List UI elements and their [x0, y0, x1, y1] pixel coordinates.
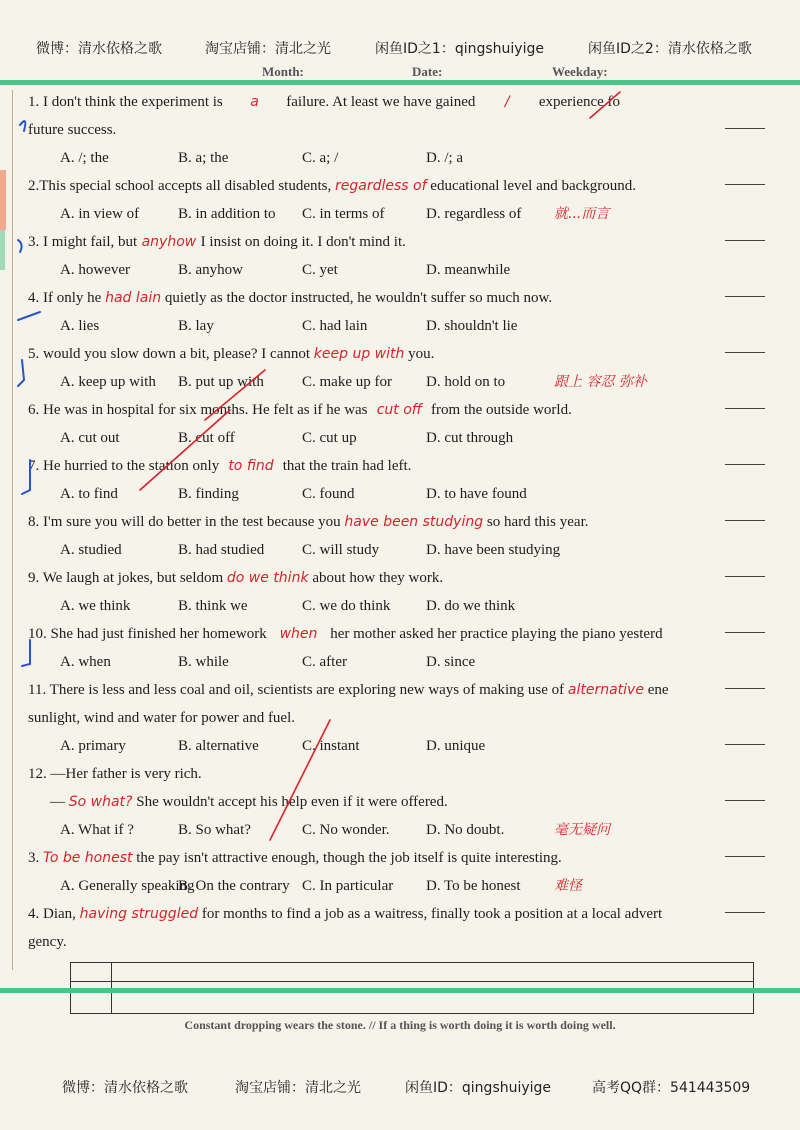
meta-date: Date: — [412, 64, 443, 79]
answer-option: B. cut off — [178, 430, 235, 446]
question-text: future success. — [28, 122, 117, 138]
answer-option: A. studied — [60, 542, 122, 558]
answer-option: B. had studied — [178, 542, 265, 558]
answer-option: D. to have found — [426, 486, 527, 502]
answer-option: C. No wonder. — [302, 822, 390, 838]
question-line — [28, 760, 738, 788]
question-line — [28, 508, 738, 536]
sticky-tab-orange — [0, 170, 6, 230]
answer-option: C. make up for — [302, 374, 392, 390]
ruled-line-stub — [725, 632, 765, 633]
handwritten-note: 跟上 容忍 弥补 — [554, 374, 647, 390]
exercise-sheet — [28, 88, 738, 956]
tick-mark-1 — [20, 121, 25, 131]
option-row — [28, 424, 738, 452]
question-line — [28, 704, 738, 732]
tick-mark-5 — [18, 360, 24, 386]
question-text: 4. If only he — [28, 290, 106, 306]
handwritten-answer: So what? — [69, 788, 133, 816]
ruled-line-stub — [725, 856, 765, 857]
answer-option: D. shouldn't lie — [426, 318, 518, 334]
answer-option: A. cut out — [60, 430, 120, 446]
answer-option: C. a; / — [302, 150, 339, 166]
question-text: sunlight, wind and water for power and fuel. — [28, 710, 296, 726]
question-text: 10. She had just finished her homework — [28, 626, 271, 642]
handwritten-answer: had lain — [105, 284, 161, 312]
ruled-line-stub — [725, 352, 765, 353]
answer-option: C. we do think — [302, 598, 391, 614]
question-text: 3. I might fail, but — [28, 234, 141, 250]
question-text: 2.This special school accepts all disabled students, — [28, 178, 336, 194]
answer-option: A. /; the — [60, 150, 109, 166]
handwritten-answer: To be honest — [43, 844, 133, 872]
meta-month: Month: — [262, 64, 304, 79]
question-line — [28, 172, 738, 200]
question-line — [28, 844, 738, 872]
question-line — [28, 676, 738, 704]
answer-option: B. in addition to — [178, 206, 276, 222]
handwritten-answer: when — [270, 620, 326, 648]
question-line — [28, 900, 738, 928]
option-row — [28, 872, 738, 900]
answer-option: A. to find — [60, 486, 118, 502]
answer-option: C. instant — [302, 738, 360, 754]
question-text: 5. would you slow down a bit, please? I cannot — [28, 346, 314, 362]
answer-option: D. regardless of — [426, 206, 522, 222]
question-text: about how they work. — [308, 570, 444, 586]
handwritten-answer: keep up with — [314, 340, 405, 368]
ruled-line-stub — [725, 128, 765, 129]
question-text: 3. — [28, 850, 43, 866]
answer-option: A. keep up with — [60, 374, 156, 390]
ruled-line-stub — [725, 464, 765, 465]
question-text: ene — [643, 682, 669, 698]
answer-option: C. cut up — [302, 430, 357, 446]
handwritten-answer: alternative — [568, 676, 644, 704]
answer-option: A. in view of — [60, 206, 140, 222]
answer-option: C. In particular — [302, 878, 394, 894]
question-line — [28, 620, 738, 648]
answer-option: B. put up with — [178, 374, 264, 390]
option-row — [28, 648, 738, 676]
option-row — [28, 592, 738, 620]
ruled-line-stub — [725, 184, 765, 185]
question-line — [28, 88, 738, 116]
handwritten-answer: have been studying — [344, 508, 483, 536]
question-text: for months to find a job as a waitress, finally took a position at a local advert — [198, 906, 663, 922]
question-text: her mother asked her practice playing the piano yesterd — [326, 626, 663, 642]
answer-option: B. lay — [178, 318, 214, 334]
motto: Constant dropping wears the stone. // If a thing is worth doing it is worth doing well. — [184, 1018, 616, 1032]
question-text: 12. —Her father is very rich. — [28, 766, 202, 782]
header-xianyu-1: 闲鱼ID之1：qingshuiyige — [375, 41, 544, 57]
ruled-line-stub — [725, 744, 765, 745]
meta-weekday: Weekday: — [552, 64, 608, 79]
answer-option: C. had lain — [302, 318, 368, 334]
option-row — [28, 732, 738, 760]
option-row — [28, 816, 738, 844]
question-text: 8. I'm sure you will do better in the test because you — [28, 514, 345, 530]
ruled-line-stub — [725, 520, 765, 521]
question-text: 4. Dian, — [28, 906, 80, 922]
footer-qq: 高考QQ群：541443509 — [592, 1080, 751, 1096]
question-line — [28, 564, 738, 592]
question-text: the pay isn't attractive enough, though the job itself is quite interesting. — [132, 850, 562, 866]
answer-option: B. a; the — [178, 150, 229, 166]
option-row — [28, 256, 738, 284]
ruled-line-stub — [725, 240, 765, 241]
answer-option: A. What if ? — [60, 822, 134, 838]
option-row — [28, 368, 738, 396]
answer-option: A. lies — [60, 318, 100, 334]
handwritten-answer: regardless of — [335, 172, 427, 200]
question-line — [28, 788, 738, 816]
header-weibo: 微博：清水依格之歌 — [36, 41, 162, 57]
answer-option: D. /; a — [426, 150, 464, 166]
answer-option: A. however — [60, 262, 130, 278]
question-text: that the train had left. — [278, 458, 412, 474]
answer-option: C. in terms of — [302, 206, 385, 222]
margin-line — [12, 90, 13, 970]
answer-option: A. primary — [60, 738, 126, 754]
answer-option: C. yet — [302, 262, 338, 278]
answer-option: D. do we think — [426, 598, 516, 614]
option-row — [28, 480, 738, 508]
answer-option: D. hold on to — [426, 374, 506, 390]
question-text: gency. — [28, 934, 67, 950]
answer-option: B. finding — [178, 486, 239, 502]
ruled-line-stub — [725, 576, 765, 577]
question-text: experience fo — [535, 94, 621, 110]
sticky-tab-green — [0, 230, 5, 270]
question-text: failure. At least we have gained — [282, 94, 480, 110]
question-text: She wouldn't accept his help even if it were offered. — [132, 794, 448, 810]
handwritten-answer: anyhow — [141, 228, 197, 256]
ruled-line-stub — [725, 800, 765, 801]
handwritten-answer: / — [479, 88, 535, 116]
bottom-green-rule — [0, 988, 800, 993]
answer-option: B. while — [178, 654, 229, 670]
option-row — [28, 200, 738, 228]
question-text: 1. I don't think the experiment is — [28, 94, 227, 110]
question-line — [28, 452, 738, 480]
question-text: quietly as the doctor instructed, he wouldn't suffer so much now. — [161, 290, 553, 306]
question-text: from the outside world. — [427, 402, 572, 418]
handwritten-answer: cut off — [371, 396, 427, 424]
answer-option: C. found — [302, 486, 355, 502]
ruled-line-stub — [725, 688, 765, 689]
question-text: — — [50, 794, 69, 810]
header-taobao: 淘宝店铺：清北之光 — [205, 41, 331, 57]
footer-weibo: 微博：清水依格之歌 — [62, 1080, 188, 1096]
answer-option: D. unique — [426, 738, 486, 754]
answer-option: B. think we — [178, 598, 248, 614]
option-row — [28, 312, 738, 340]
answer-option: A. Generally speaking — [60, 878, 195, 894]
question-line — [28, 116, 738, 144]
tick-mark-3 — [18, 240, 22, 252]
handwritten-answer: do we think — [227, 564, 309, 592]
answer-option: D. have been studying — [426, 542, 561, 558]
question-line — [28, 340, 738, 368]
ruled-line-stub — [725, 296, 765, 297]
answer-option: C. after — [302, 654, 347, 670]
footer-taobao: 淘宝店铺：清北之光 — [235, 1080, 361, 1096]
footer-xianyu: 闲鱼ID：qingshuiyige — [405, 1080, 552, 1096]
question-text: 11. There is less and less coal and oil, scientists are exploring new ways of making use of — [28, 682, 568, 698]
ruled-line-stub — [725, 408, 765, 409]
question-text: educational level and background. — [426, 178, 637, 194]
handwritten-note: 就...而言 — [554, 206, 610, 222]
answer-option: A. when — [60, 654, 111, 670]
handwritten-note: 难怪 — [554, 878, 582, 894]
answer-option: B. So what? — [178, 822, 251, 838]
question-text: 7. He hurried to the station only — [28, 458, 223, 474]
answer-option: D. No doubt. — [426, 822, 505, 838]
answer-option: A. we think — [60, 598, 131, 614]
option-row — [28, 144, 738, 172]
handwritten-answer: a — [227, 88, 283, 116]
answer-option: D. cut through — [426, 430, 514, 446]
question-text: I insist on doing it. I don't mind it. — [196, 234, 406, 250]
handwritten-answer: to find — [223, 452, 279, 480]
question-line — [28, 396, 738, 424]
handwritten-answer: having struggled — [80, 900, 198, 928]
ruled-line-stub — [725, 912, 765, 913]
question-text: 9. We laugh at jokes, but seldom — [28, 570, 227, 586]
question-text: so hard this year. — [483, 514, 589, 530]
answer-option: D. since — [426, 654, 476, 670]
question-text: you. — [404, 346, 435, 362]
answer-option: D. meanwhile — [426, 262, 511, 278]
top-green-rule — [0, 80, 800, 85]
question-text: 6. He was in hospital for six months. He felt as if he was — [28, 402, 372, 418]
answer-option: B. anyhow — [178, 262, 243, 278]
question-line — [28, 928, 738, 956]
option-row — [28, 536, 738, 564]
answer-option: C. will study — [302, 542, 380, 558]
question-line — [28, 228, 738, 256]
answer-option: B. alternative — [178, 738, 259, 754]
handwritten-note: 毫无疑问 — [554, 822, 610, 838]
question-line — [28, 284, 738, 312]
header-xianyu-2: 闲鱼ID之2：清水依格之歌 — [588, 41, 752, 57]
answer-option: B. On the contrary — [178, 878, 290, 894]
answer-option: D. To be honest — [426, 878, 521, 894]
